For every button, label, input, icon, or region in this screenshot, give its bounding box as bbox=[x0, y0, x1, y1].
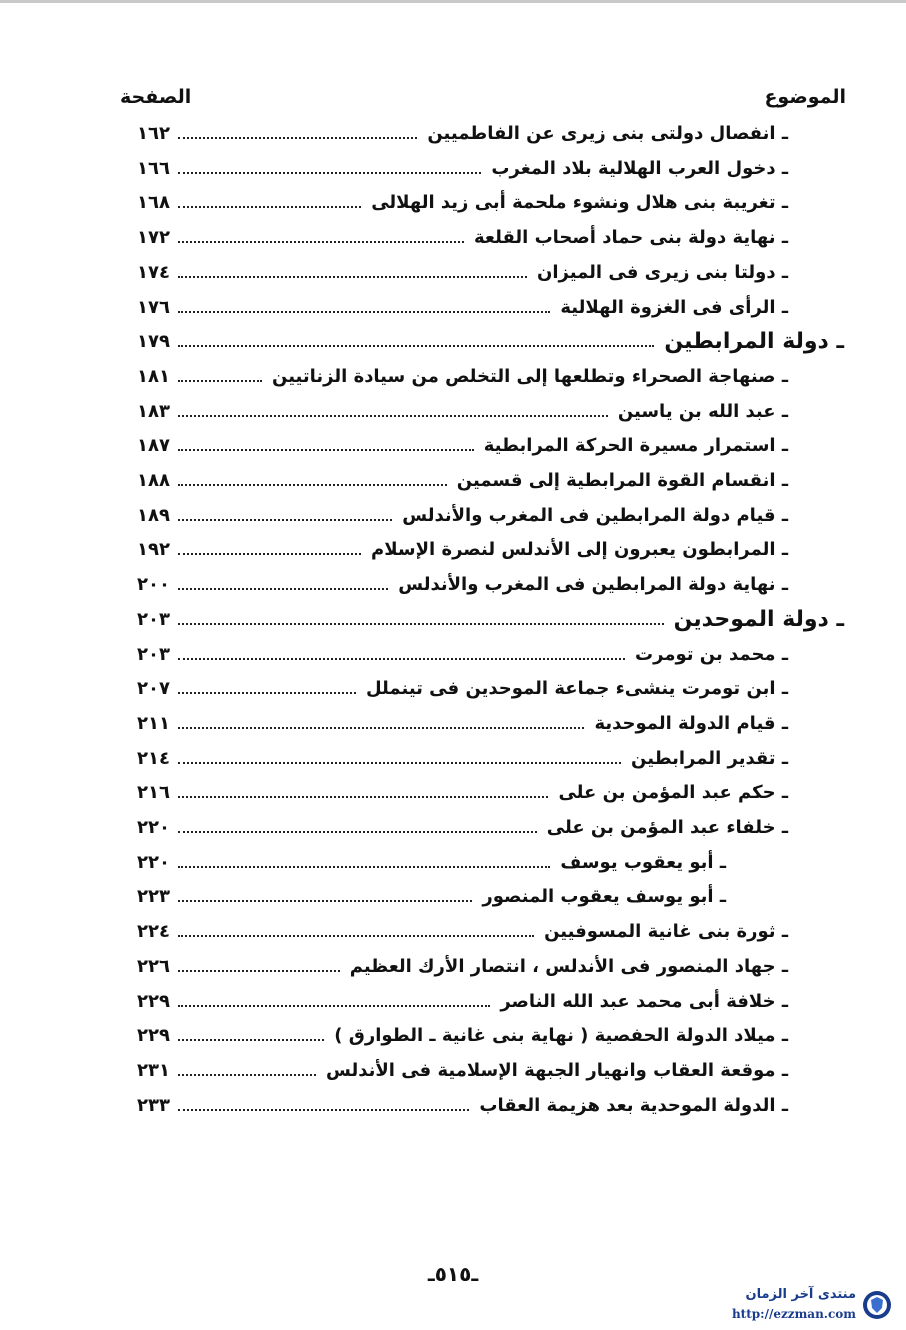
dot-leader bbox=[178, 276, 527, 278]
toc-entry-title: ـ حكم عبد المؤمن بن على bbox=[558, 782, 788, 804]
toc-entry-page: ٢٢٣ bbox=[137, 886, 170, 908]
dot-leader bbox=[178, 866, 550, 868]
dot-leader bbox=[178, 241, 464, 243]
toc-entry[interactable] bbox=[0, 291, 906, 325]
toc-entry-title: ـ صنهاجة الصحراء وتطلعها إلى التخلص من سيادة الزناتيين bbox=[272, 365, 788, 387]
dot-leader bbox=[178, 970, 340, 972]
toc-entry-page: ٢٠٣ bbox=[137, 608, 170, 630]
shield-logo-icon bbox=[862, 1290, 892, 1320]
toc-entry-title: ـ دولة الموحدين bbox=[673, 606, 844, 632]
toc-entry-title: ـ نهاية دولة بنى حماد أصحاب القلعة bbox=[474, 227, 788, 249]
dot-leader bbox=[178, 172, 481, 174]
toc-entry[interactable] bbox=[0, 152, 906, 186]
toc-entry[interactable] bbox=[0, 325, 906, 359]
toc-entry-title: ـ نهاية دولة المرابطين فى المغرب والأندلس bbox=[398, 574, 788, 596]
toc-entry-title: ـ ثورة بنى غانية المسوفيين bbox=[544, 921, 788, 943]
dot-leader bbox=[178, 658, 625, 660]
toc-entry-page: ١٨٣ bbox=[137, 400, 170, 422]
toc-entry-title: ـ قيام الدولة الموحدية bbox=[594, 712, 788, 734]
toc-entry-page: ١٧٢ bbox=[137, 227, 170, 249]
toc-entry-page: ٢٠٧ bbox=[137, 678, 170, 700]
topic-column-header: الموضوع bbox=[764, 86, 846, 108]
toc-entry[interactable] bbox=[0, 429, 906, 463]
toc-entry[interactable] bbox=[0, 742, 906, 776]
toc-entry-title: ـ موقعة العقاب وانهيار الجبهة الإسلامية فى الأندلس bbox=[326, 1059, 788, 1081]
dot-leader bbox=[178, 206, 361, 208]
toc-entry-title: ـ خلافة أبى محمد عبد الله الناصر bbox=[500, 990, 788, 1012]
toc-entry-page: ٢٠٣ bbox=[137, 643, 170, 665]
toc-entry-title: ـ جهاد المنصور فى الأندلس ، انتصار الأرك العظيم bbox=[349, 955, 788, 977]
dot-leader bbox=[178, 311, 550, 313]
dot-leader bbox=[178, 831, 537, 833]
toc-entry[interactable] bbox=[0, 880, 906, 914]
toc-entry-page: ٢٢٠ bbox=[137, 817, 170, 838]
dot-leader bbox=[178, 900, 472, 902]
dot-leader bbox=[178, 1039, 324, 1041]
toc-entry[interactable] bbox=[0, 360, 906, 394]
toc-entry-page: ٢٢٩ bbox=[137, 1025, 170, 1047]
toc-entry[interactable] bbox=[0, 846, 906, 880]
toc-entry-title: ـ دخول العرب الهلالية بلاد المغرب bbox=[491, 157, 788, 179]
toc-entry-page: ١٦٦ bbox=[137, 157, 170, 179]
dot-leader bbox=[178, 553, 361, 555]
toc-entry-title: ـ دولتا بنى زيرى فى الميزان bbox=[537, 261, 788, 283]
toc-entry[interactable] bbox=[0, 638, 906, 672]
page-number: ـ٥١٥ـ bbox=[427, 1262, 479, 1286]
toc-entry-page: ٢٢٠ bbox=[137, 851, 170, 873]
toc-entry[interactable] bbox=[0, 915, 906, 949]
dot-leader bbox=[178, 1005, 490, 1007]
toc-entry-page: ١٨٧ bbox=[137, 435, 170, 457]
page-column-header: الصفحة bbox=[120, 86, 192, 108]
toc-entry-page: ٢٢٤ bbox=[137, 921, 170, 943]
toc-entry[interactable] bbox=[0, 811, 906, 845]
dot-leader bbox=[178, 692, 356, 694]
dot-leader bbox=[178, 1109, 469, 1111]
toc-entry-title: ـ استمرار مسيرة الحركة المرابطية bbox=[483, 435, 788, 457]
toc-entry[interactable] bbox=[0, 186, 906, 220]
toc-entry-page: ٢٢٦ bbox=[137, 955, 170, 977]
toc-entry-title: ـ ميلاد الدولة الحفصية ( نهاية بنى غانية ـ الطوارق ) bbox=[334, 1025, 788, 1047]
dot-leader bbox=[178, 519, 392, 521]
toc-entry-page: ١٦٨ bbox=[137, 192, 170, 214]
toc-entry-page: ١٨٨ bbox=[137, 470, 170, 491]
toc-entry[interactable] bbox=[0, 985, 906, 1019]
toc-entry[interactable] bbox=[0, 672, 906, 706]
toc-entry-page: ٢١١ bbox=[137, 712, 170, 734]
toc-entry-page: ١٨٩ bbox=[137, 504, 170, 526]
toc-entry-title: ـ انقسام القوة المرابطية إلى قسمين bbox=[456, 470, 788, 491]
toc-entry-page: ١٧٦ bbox=[137, 296, 170, 318]
top-rule bbox=[0, 0, 906, 3]
toc-entry-title: ـ انفصال دولتى بنى زيرى عن الفاطميين bbox=[427, 123, 788, 144]
toc-entry-page: ١٧٤ bbox=[137, 261, 170, 283]
toc-entry-title: ـ قيام دولة المرابطين فى المغرب والأندلس bbox=[402, 504, 788, 526]
toc-entry-title: ـ المرابطون يعبرون إلى الأندلس لنصرة الإسلام bbox=[371, 539, 788, 561]
toc-entry[interactable] bbox=[0, 499, 906, 533]
dot-leader bbox=[178, 796, 548, 798]
dot-leader bbox=[178, 484, 447, 486]
dot-leader bbox=[178, 762, 621, 764]
forum-url[interactable]: http://ezzman.com bbox=[731, 1307, 856, 1321]
toc-entry[interactable] bbox=[0, 707, 906, 741]
toc-entry-page: ٢٣٣ bbox=[137, 1094, 170, 1116]
toc-entry-title: ـ عبد الله بن ياسين bbox=[617, 400, 788, 422]
dot-leader bbox=[178, 415, 608, 417]
dot-leader bbox=[178, 380, 262, 382]
toc-entry-page: ٢٣١ bbox=[137, 1059, 170, 1081]
dot-leader bbox=[178, 137, 417, 139]
toc-entry-page: ١٨١ bbox=[137, 365, 170, 387]
toc-entry[interactable] bbox=[0, 568, 906, 602]
toc-entry[interactable] bbox=[0, 395, 906, 429]
toc-entry-page: ١٧٩ bbox=[137, 331, 170, 353]
dot-leader bbox=[178, 727, 584, 729]
toc-entry[interactable] bbox=[0, 533, 906, 567]
dot-leader bbox=[178, 1074, 316, 1076]
toc-entry-title: ـ الرأى فى الغزوة الهلالية bbox=[560, 296, 788, 318]
toc-entry[interactable] bbox=[0, 1019, 906, 1053]
dot-leader bbox=[178, 449, 474, 451]
toc-entry[interactable] bbox=[0, 603, 906, 637]
dot-leader bbox=[178, 935, 534, 937]
toc-entry-title: ـ تقدير المرابطين bbox=[631, 747, 788, 769]
toc-entry-page: ٢١٤ bbox=[137, 747, 170, 769]
dot-leader bbox=[178, 623, 664, 625]
toc-entry-page: ٢٠٠ bbox=[137, 574, 170, 596]
toc-entry-title: ـ خلفاء عبد المؤمن بن على bbox=[546, 817, 788, 838]
toc-entry-title: ـ تغريبة بنى هلال ونشوء ملحمة أبى زيد الهلالى bbox=[371, 192, 788, 214]
toc-entry-title: ـ الدولة الموحدية بعد هزيمة العقاب bbox=[479, 1094, 788, 1116]
toc-entry[interactable] bbox=[0, 950, 906, 984]
dot-leader bbox=[178, 588, 388, 590]
dot-leader bbox=[178, 345, 654, 347]
toc-entry-title: ـ محمد بن تومرت bbox=[635, 643, 788, 665]
toc-entry-page: ٢٢٩ bbox=[137, 990, 170, 1012]
toc-entry-page: ١٩٢ bbox=[137, 539, 170, 561]
forum-name: منتدى آخر الزمان bbox=[745, 1287, 856, 1302]
toc-entry-page: ١٦٢ bbox=[137, 123, 170, 144]
toc-entry[interactable] bbox=[0, 464, 906, 498]
toc-entry-title: ـ ابن تومرت ينشىء جماعة الموحدين فى تينملل bbox=[365, 678, 788, 700]
toc-entry[interactable] bbox=[0, 1054, 906, 1088]
toc-entry-page: ٢١٦ bbox=[137, 782, 170, 804]
toc-entry[interactable] bbox=[0, 1089, 906, 1123]
toc-entry-title: ـ دولة المرابطين bbox=[664, 329, 844, 355]
toc-entry-title: ـ أبو يعقوب يوسف bbox=[560, 851, 726, 873]
toc-entry[interactable] bbox=[0, 776, 906, 810]
toc-entry[interactable] bbox=[0, 117, 906, 151]
toc-entry[interactable] bbox=[0, 256, 906, 290]
toc-entry-title: ـ أبو يوسف يعقوب المنصور bbox=[482, 886, 726, 908]
toc-entry[interactable] bbox=[0, 221, 906, 255]
